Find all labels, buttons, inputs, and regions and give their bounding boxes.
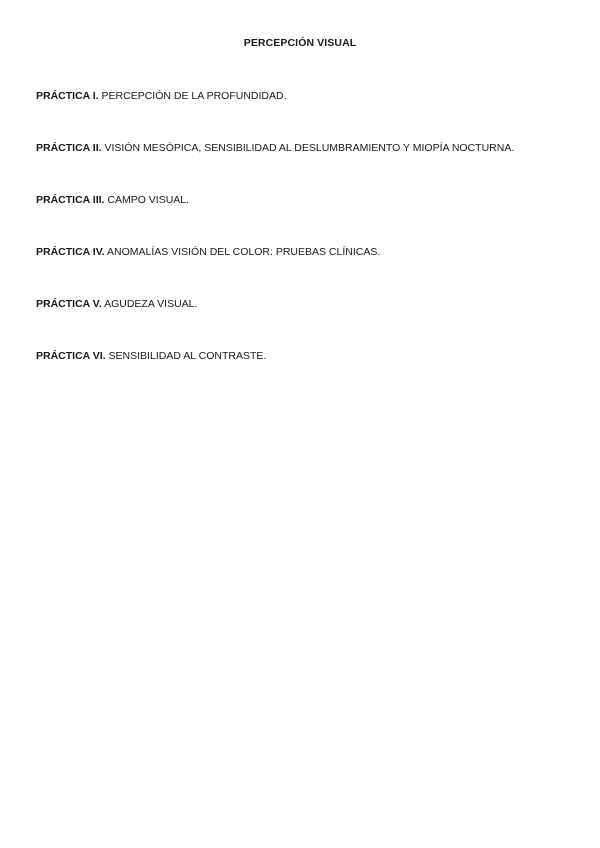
practice-number: PRÁCTICA V. <box>36 298 102 310</box>
practice-number: PRÁCTICA I. <box>36 90 99 102</box>
practice-item <box>36 141 576 193</box>
practice-number: PRÁCTICA IV. <box>36 246 105 258</box>
practice-title: PERCEPCIÓN DE LA PROFUNDIDAD. <box>101 90 287 102</box>
practice-item <box>36 297 576 349</box>
practice-number: PRÁCTICA II. <box>36 142 102 154</box>
practice-item <box>36 89 576 141</box>
practice-item <box>36 245 576 297</box>
practice-title: VISIÓN MESÓPICA, SENSIBILIDAD AL DESLUMBRAMIENTO Y MIOPÍA NOCTURNA. <box>104 142 515 154</box>
page-title: PERCEPCIÓN VISUAL <box>243 37 357 49</box>
practice-title: CAMPO VISUAL. <box>107 194 190 206</box>
practice-title: ANOMALÍAS VISIÓN DEL COLOR: PRUEBAS CLÍNICAS. <box>107 246 381 258</box>
practice-number: PRÁCTICA VI. <box>36 350 106 362</box>
practice-item <box>36 193 576 245</box>
practice-title: SENSIBILIDAD AL CONTRASTE. <box>108 350 267 362</box>
practice-number: PRÁCTICA III. <box>36 194 105 206</box>
practice-item <box>36 349 576 401</box>
practice-list <box>36 89 576 401</box>
practice-title: AGUDEZA VISUAL. <box>104 298 198 310</box>
